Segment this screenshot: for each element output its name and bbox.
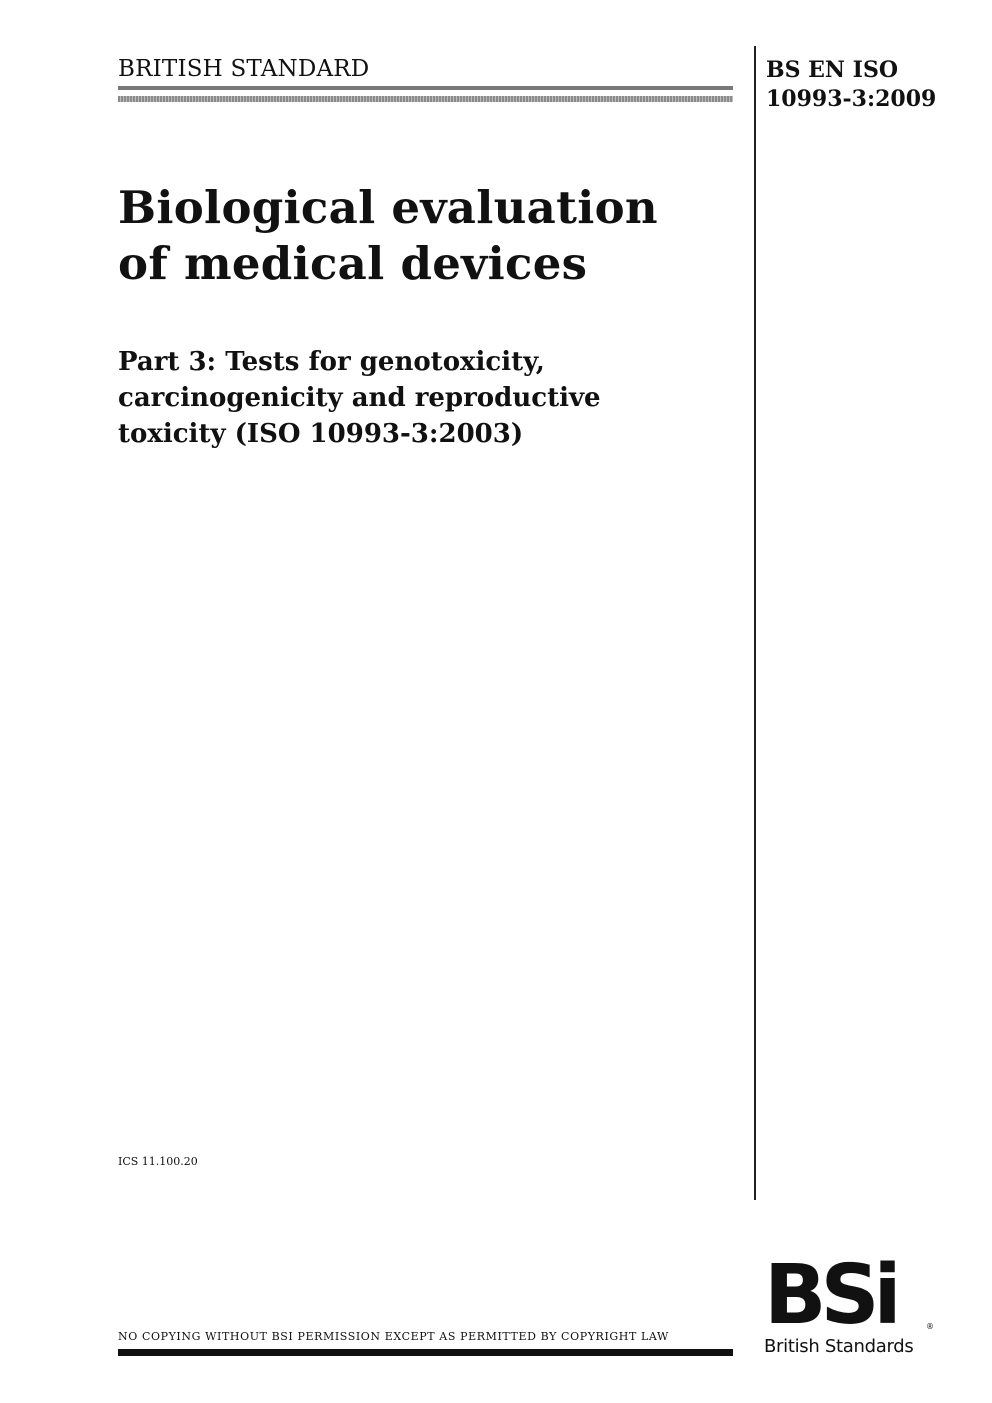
document-subtitle-line2: carcinogenicity and reproductive bbox=[118, 383, 601, 413]
header-rule-textured bbox=[118, 96, 733, 102]
document-title bbox=[118, 180, 658, 292]
standard-code bbox=[766, 56, 936, 114]
bsi-logo-mark: BSi bbox=[764, 1255, 896, 1331]
header-label: BRITISH STANDARD bbox=[118, 56, 370, 82]
bsi-logo-caption: British Standards bbox=[764, 1336, 914, 1357]
footer-rule bbox=[118, 1349, 733, 1356]
copyright-notice: NO COPYING WITHOUT BSI PERMISSION EXCEPT AS PERMITTED BY COPYRIGHT LAW bbox=[118, 1330, 669, 1343]
ics-code: ICS 11.100.20 bbox=[118, 1155, 198, 1168]
document-subtitle-line1: Part 3: Tests for genotoxicity, bbox=[118, 347, 545, 377]
vertical-divider bbox=[754, 46, 756, 1200]
document-subtitle-line3: toxicity (ISO 10993-3:2003) bbox=[118, 419, 524, 449]
bsi-logo-icon bbox=[764, 1255, 934, 1331]
document-title-line2: of medical devices bbox=[118, 237, 588, 290]
standard-code-line2: 10993-3:2009 bbox=[766, 86, 937, 112]
standard-code-line1: BS EN ISO bbox=[766, 57, 899, 83]
document-subtitle bbox=[118, 344, 601, 452]
bsi-logo bbox=[764, 1255, 934, 1365]
registered-mark: ® bbox=[926, 1322, 934, 1331]
document-title-line1: Biological evaluation bbox=[118, 181, 658, 234]
header-rule bbox=[118, 86, 733, 90]
